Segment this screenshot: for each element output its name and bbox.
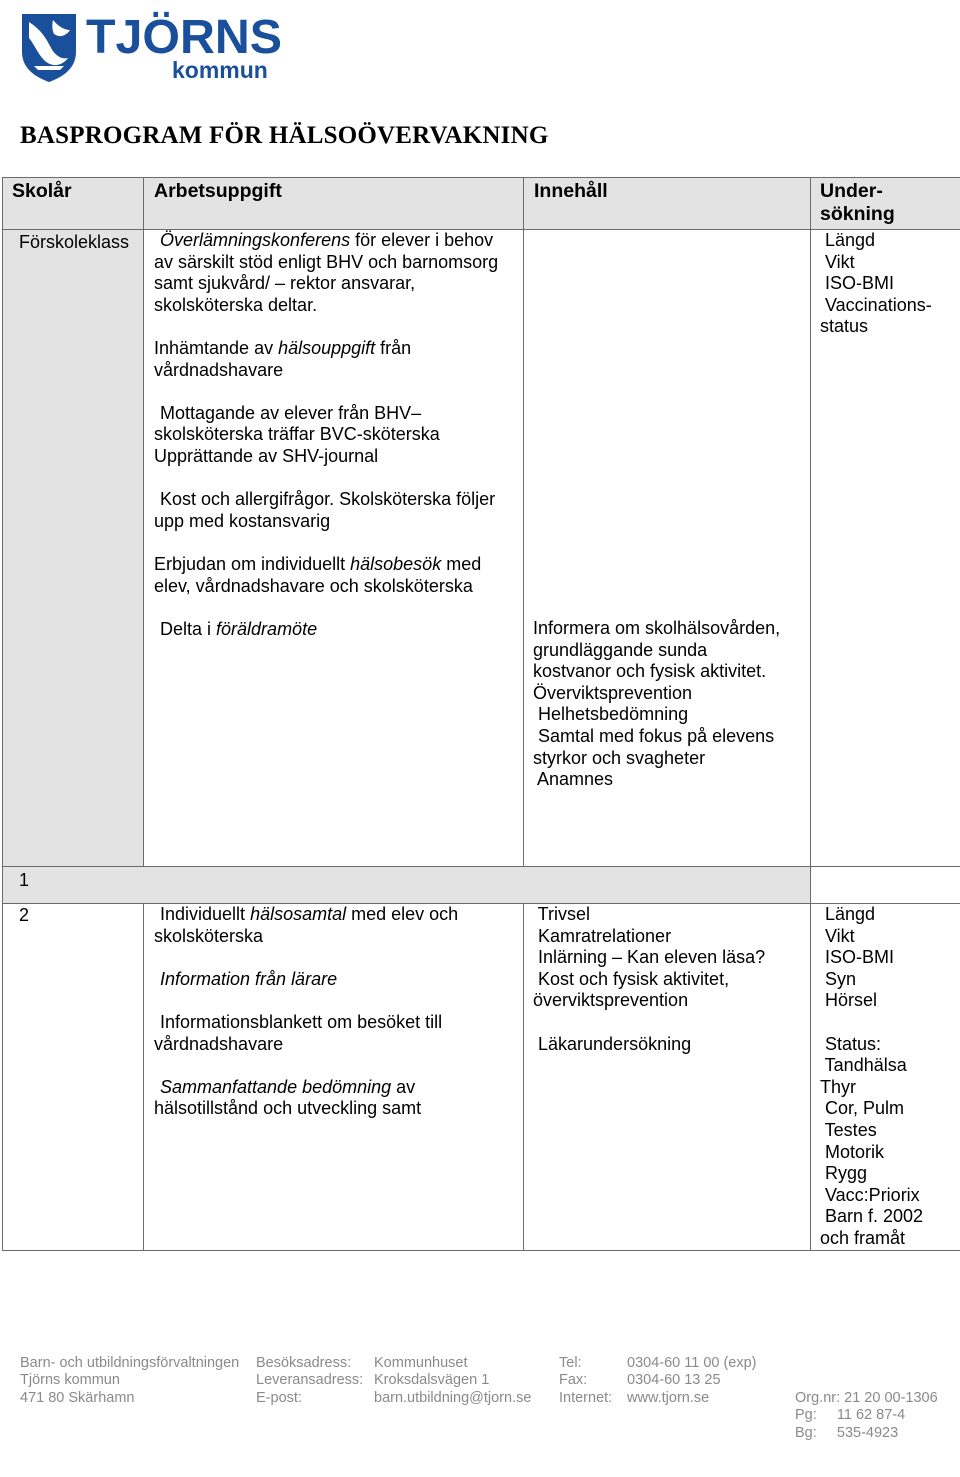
svg-text:kommun: kommun <box>172 57 268 83</box>
header-skolar: Skolår <box>3 178 144 230</box>
cell-undersokning-2: Längd Vikt ISO-BMI Syn Hörsel Status: Tandhälsa Thyr Cor, Pulm Testes Motorik Rygg Vacc:Priorix Barn f. 2002 och framåt <box>811 904 960 1251</box>
cell-skolar-2: 2 <box>3 904 144 1251</box>
cell-arbetsuppgift-forskoleklass: Överlämningskonferens för elever i behov av särskilt stöd enligt BHV och barnomsorg samt sjukvård/ – rektor ansvarar, skolsköterska deltar. Inhämtande av hälsouppgift från vårdnadshavare Mottagande av elever från BHV– skolsköterska träffar BVC-sköterska Upprättande av SHV-journal Kost och allergifrågor. Skolsköterska följer upp med kostansvarig Erbjudan om individuellt hälsobesök med elev, vårdnadshavare och skolsköterska Delta i föräldramöte <box>144 230 524 867</box>
footer-contact-labels: Tel: Fax: Internet: <box>559 1355 612 1407</box>
table-header-row <box>3 178 960 230</box>
cell-skolar-forskoleklass: Förskoleklass <box>3 230 144 867</box>
health-program-table <box>2 177 960 1251</box>
footer-address-values: Kommunhuset Kroksdalsvägen 1 barn.utbildning@tjorn.se <box>374 1355 531 1407</box>
footer-bank-info: Org.nr: 21 20 00-1306 Pg: 11 62 87-4 Bg: 535-4923 <box>795 1355 938 1477</box>
header-arbetsuppgift: Arbetsuppgift <box>144 178 524 230</box>
footer-contact-values: 0304-60 11 00 (exp) 0304-60 13 25 www.tjorn.se <box>627 1355 757 1407</box>
tjorn-kommun-logo <box>20 8 290 84</box>
cell-skolar-1: 1 <box>3 867 811 904</box>
cell-undersokning-1 <box>811 867 960 904</box>
table-row-1 <box>3 867 960 904</box>
footer-address-labels: Besöksadress: Leveransadress: E-post: <box>256 1355 363 1407</box>
cell-undersokning-forskoleklass: Längd Vikt ISO-BMI Vaccinations- status <box>811 230 960 867</box>
document-title: BASPROGRAM FÖR HÄLSOÖVERVAKNING <box>20 122 549 150</box>
cell-arbetsuppgift-2: Individuellt hälsosamtal med elev och skolsköterska Information från lärare Informationsblankett om besöket till vårdnadshavare Sammanfattande bedömning av hälsotillstånd och utveckling samt <box>144 904 524 1251</box>
header-undersokning: Under- sökning <box>811 178 960 230</box>
header-innehall: Innehåll <box>524 178 811 230</box>
table-row-2 <box>3 904 960 1251</box>
cell-innehall-2: Trivsel Kamratrelationer Inlärning – Kan eleven läsa? Kost och fysisk aktivitet, överviktsprevention Läkarundersökning <box>524 904 811 1251</box>
svg-text:TJÖRNS: TJÖRNS <box>86 11 282 64</box>
footer-org: Barn- och utbildningsförvaltningen Tjörns kommun 471 80 Skärhamn <box>20 1355 239 1407</box>
table-row-forskoleklass <box>3 230 960 867</box>
cell-innehall-forskoleklass: Informera om skolhälsovården, grundläggande sunda kostvanor och fysisk aktivitet. Överviktsprevention Helhetsbedömning Samtal med fokus på elevens styrkor och svagheter Anamnes <box>524 230 811 867</box>
